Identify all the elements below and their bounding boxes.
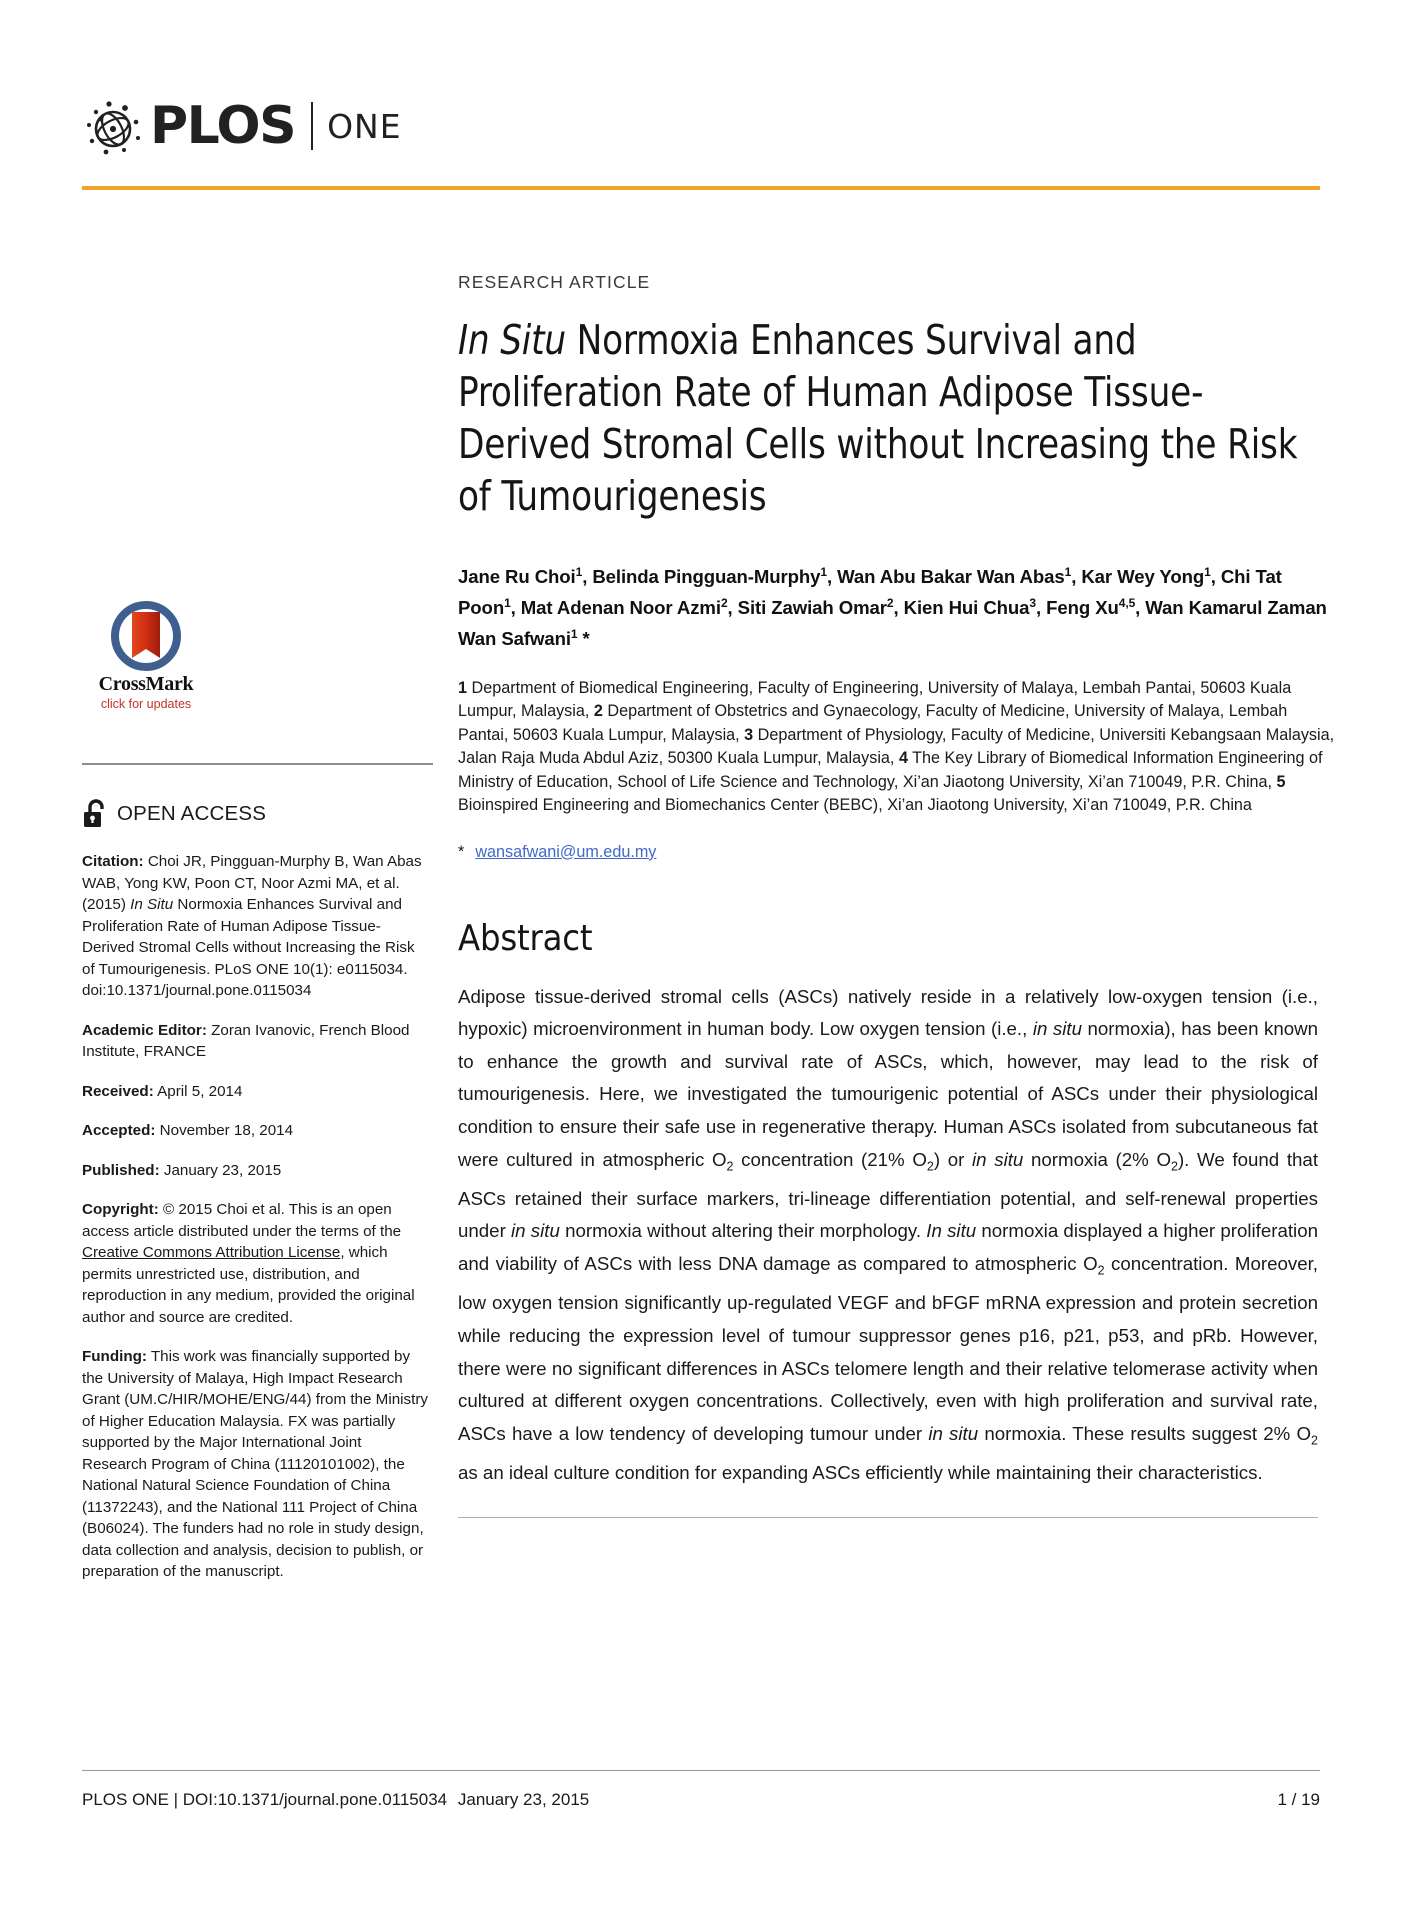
abstract-run: normoxia without altering their morphology. [559,1220,927,1242]
page-title [458,314,1314,522]
author-affiliation-marker: 2 [886,596,894,611]
author-affiliation-marker: 3 [1029,596,1036,611]
page-footer [82,1790,1320,1810]
funding-text: This work was financially supported by the University of Malaya, High Impact Research Grant (UM.C/HIR/MOHE/ENG/44) from the Ministry of Higher Education Malaysia. FX was partially supported by the Major International Joint Research Program of China (11120101002), the National Natural Science Foundation of China (11372243), and the National 111 Project of China (B06024). The funders had no role in study design, data collection and analysis, decision to publish, or preparation of the manuscript. [82,1348,428,1580]
accepted-label: Accepted: [82,1122,156,1139]
abstract-run: as an ideal culture condition for expanding ASCs efficiently while maintaining their characteristics. [458,1462,1263,1484]
abstract-run: normoxia), has been known to enhance the growth and survival rate of ASCs, which, however, may lead to the risk of tumourigenesis. Here, we investigated the tumourigenic potential of ASCs under their physiological condition to ensure their safe use in regenerative therapy. Human ASCs isolated from subcutaneous fat were cultured in atmospheric O [458,1018,1318,1170]
affiliation-number: 4 [898,749,908,768]
cc-license-link[interactable]: Creative Commons Attribution License [82,1244,341,1261]
author-separator: , [727,597,738,619]
crossmark-sublabel: click for updates [100,697,192,711]
received-paragraph [82,1081,428,1103]
abstract-italic: in situ [1032,1018,1082,1040]
title-rest: Normoxia Enhances Survival and Proliferation Rate of Human Adipose Tissue-Derived Stromal Cells without Increasing the Risk of Tumourigenesis [458,316,1298,520]
published-paragraph [82,1160,428,1182]
copyright-text-1: © 2015 Choi et al. This is an open access article distributed under the terms of the [82,1201,402,1240]
affiliation-text: Bioinspired Engineering and Biomechanics Center (BEBC), Xi’an Jiaotong University, Xi’an 710049, P.R. China [458,796,1252,815]
funding-paragraph [82,1346,428,1583]
author-name[interactable]: Kien Hui Chua [903,597,1030,619]
author-separator: , [1035,597,1047,619]
article-metadata [82,851,428,1583]
author-separator: , [510,597,521,619]
author-affiliation-marker: 1 [504,596,511,611]
copyright-paragraph [82,1199,428,1328]
abstract-run: concentration (21% O [733,1148,927,1170]
footer-citation [82,1790,595,1810]
plos-wordmark: PLOS [150,96,296,156]
crossmark-label: CrossMark [98,673,194,695]
author-name[interactable]: Jane Ru Choi [458,566,576,588]
author-name[interactable]: Wan Abu Bakar Wan Abas [837,566,1065,588]
abstract-italic: in situ [928,1422,979,1444]
header-accent-rule [82,186,1320,190]
article-type-kicker: RESEARCH ARTICLE [458,272,651,292]
footer-divider [82,1770,1320,1771]
open-access-label: OPEN ACCESS [117,802,267,825]
open-lock-icon [82,799,108,829]
crossmark-icon [110,600,182,672]
plos-logo[interactable] [82,95,1320,157]
logo-divider [311,102,313,150]
author-affiliation-marker: 1 [1064,565,1072,579]
published-label: Published: [82,1161,160,1179]
abstract-run: ) or [933,1148,973,1170]
abstract-subscript: 2 [1097,1263,1105,1278]
affiliation-text: The Key Library of Biomedical Information Engineering of Ministry of Education, School of Life Science and Technology, Xi’an Jiaotong University, Xi’an 710049, P.R. China, [458,749,1323,791]
abstract-italic: In situ [926,1220,977,1242]
author-separator: , [826,566,838,588]
affiliation-number: 2 [593,702,603,721]
citation-paragraph [82,851,428,1002]
abstract-italic: in situ [972,1148,1024,1170]
affiliation-number: 1 [458,678,468,697]
affiliation-number: 5 [1276,772,1286,791]
abstract-run: normoxia. These results suggest 2% O [978,1422,1312,1444]
article-sidebar [82,600,432,1601]
citation-text-2: Normoxia Enhances Survival and Proliferation Rate of Human Adipose Tissue-Derived Stromal Cells without Increasing the Risk of Tumourigenesis. PLoS ONE 10(1): e0115034. doi:10.1371/journal.pone.0115034 [82,896,415,999]
abstract-subscript: 2 [926,1159,934,1174]
open-access-badge [82,799,432,829]
copyright-text-2: , which permits unrestricted use, distribution, and reproduction in any medium, provided the original author and source are credited. [82,1244,415,1326]
author-affiliation-marker: 2 [720,596,728,611]
accepted-paragraph [82,1120,428,1142]
corresponding-author [458,843,1320,862]
author-list [458,559,1338,653]
author-name[interactable]: Feng Xu [1046,597,1119,619]
abstract-run: concentration. Moreover, low oxygen tension significantly up-regulated VEGF and bFGF mRNA expression and protein secretion while reducing the expression level of tumour suppressor genes p16, p21, p53, and pRb. However, there were no significant differences in ASCs telomere length and their relative telomerase activity when cultured at different oxygen concentrations. Collectively, even with high proliferation and survival rate, ASCs have a low tendency of developing tumour under [458,1253,1318,1444]
author-name[interactable]: Mat Adenan Noor Azmi [520,597,721,619]
abstract-subscript: 2 [1311,1433,1318,1448]
editor-text: Zoran Ivanovic, French Blood Institute, FRANCE [82,1021,410,1060]
citation-italic: In Situ [130,896,174,913]
abstract-run: normoxia displayed a higher proliferation and viability of ASCs with less DNA damage as compared to atmospheric O [458,1220,1318,1275]
footer-date: January 23, 2015 [457,1790,590,1809]
editor-paragraph [82,1020,428,1063]
sidebar-divider [82,763,433,765]
abstract-heading: Abstract [458,917,593,959]
abstract-text [458,981,1318,1490]
corresponding-email-link[interactable]: wansafwani@um.edu.my [475,842,657,861]
editor-label: Academic Editor: [82,1021,207,1039]
received-text: April 5, 2014 [153,1082,243,1100]
author-affiliation-marker: 1 [1204,565,1211,579]
author-name[interactable]: Siti Zawiah Omar [737,597,887,619]
abstract-run: normoxia (2% O [1023,1148,1171,1170]
article-main [458,272,1335,1518]
author-name[interactable]: Chi Tat Poon [458,566,1282,619]
footer-page-number: 1 / 19 [1277,1790,1320,1809]
abstract-italic: in situ [511,1220,560,1242]
abstract-subscript: 2 [726,1159,734,1174]
plos-globe-icon [82,95,144,157]
author-separator: , [582,566,593,588]
abstract-divider [458,1517,1318,1518]
plos-one-label: ONE [327,106,402,146]
author-name[interactable]: Kar Wey Yong [1081,566,1205,588]
funding-label: Funding: [82,1348,147,1365]
author-affiliation-marker: 1 [575,565,583,579]
author-separator: , [1071,566,1082,588]
accepted-text: November 18, 2014 [155,1122,294,1139]
author-affiliation-marker: 4,5 [1118,596,1136,611]
author-name[interactable]: Wan Kamarul Zaman Wan Safwani [458,597,1327,650]
affiliation-number: 3 [744,725,754,744]
citation-label: Citation: [82,853,144,870]
published-text: January 23, 2015 [159,1161,282,1179]
author-separator: , [1210,566,1221,588]
citation-text-1: Choi JR, Pingguan-Murphy B, Wan Abas WAB, Yong KW, Poon CT, Noor Azmi MA, et al. (2015) [82,853,422,913]
received-label: Received: [82,1082,154,1100]
affiliation-text: Department of Obstetrics and Gynaecology, Faculty of Medicine, University of Malaya, Lembah Pantai, 50603 Kuala Lumpur, Malaysia, [458,702,1288,744]
journal-header [82,95,1320,185]
author-affiliation-marker: 1 [820,565,827,579]
copyright-label: Copyright: [82,1201,159,1218]
crossmark-badge[interactable] [90,600,202,711]
author-affiliation-marker: 1 [570,627,578,642]
affiliation-text: Department of Physiology, Faculty of Medicine, Universiti Kebangsaan Malaysia, Jalan Raja Muda Abdul Aziz, 50300 Kuala Lumpur, Malaysia, [458,725,1335,768]
corresponding-star: * [458,842,465,861]
abstract-run: ). We found that ASCs retained their surface markers, tri-lineage differentiation potential, and self-renewal properties under [458,1148,1319,1242]
title-italic-lead: In Situ [458,316,566,364]
author-separator: , [1135,597,1146,619]
abstract-run: Adipose tissue-derived stromal cells (ASCs) natively reside in a relatively low-oxygen tension (i.e., hypoxic) microenvironment in human body. Low oxygen tension (i.e., [458,985,1318,1040]
affiliation-text: Department of Biomedical Engineering, Faculty of Engineering, University of Malaya, Lembah Pantai, 50603 Kuala Lumpur, Malaysia, [458,678,1292,721]
footer-doi: PLOS ONE | DOI:10.1371/journal.pone.0115034 [82,1790,448,1809]
affiliation-list [458,677,1336,818]
author-name[interactable]: Belinda Pingguan-Murphy [592,566,821,588]
author-separator: * [577,628,590,650]
abstract-subscript: 2 [1171,1159,1178,1174]
author-separator: , [893,597,904,619]
